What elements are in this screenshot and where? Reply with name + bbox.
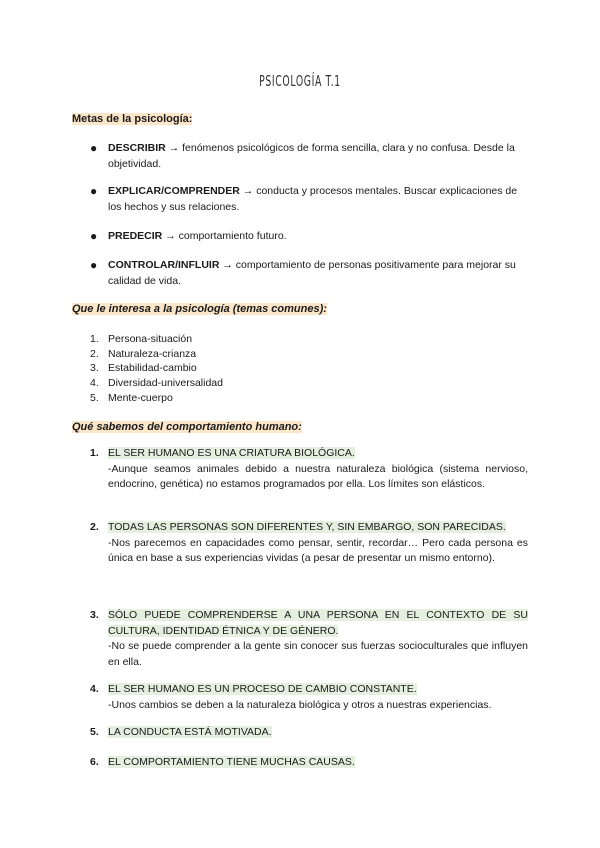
arrow-icon: → bbox=[168, 142, 180, 154]
goal-desc: comportamiento futuro. bbox=[178, 230, 287, 242]
fact-number: 3. bbox=[90, 609, 99, 621]
list-item bbox=[90, 361, 223, 376]
goal-term: DESCRIBIR bbox=[108, 142, 166, 154]
goal-text bbox=[108, 228, 530, 244]
fact-desc: -No se puede comprender a la gente sin conocer sus fuerzas socioculturales que influyen en ella. bbox=[108, 640, 528, 668]
list-number: 1. bbox=[90, 333, 99, 345]
fact-item bbox=[90, 682, 528, 713]
fact-number: 5. bbox=[90, 726, 99, 738]
fact-title: EL COMPORTAMIENTO TIENE MUCHAS CAUSAS. bbox=[108, 756, 355, 768]
fact-title: EL SER HUMANO ES UNA CRIATURA BIOLÓGICA. bbox=[108, 447, 355, 459]
fact-number: 2. bbox=[90, 521, 99, 533]
goal-item bbox=[90, 183, 530, 215]
list-text: Naturaleza-crianza bbox=[108, 347, 197, 360]
bullet-icon: ● bbox=[90, 184, 98, 198]
fact-item bbox=[90, 446, 528, 493]
section-heading-facts bbox=[72, 420, 302, 434]
bullet-icon: ● bbox=[90, 229, 98, 243]
goal-item bbox=[90, 140, 530, 172]
section-heading-goals bbox=[72, 112, 192, 126]
list-number: 4. bbox=[90, 377, 99, 390]
goal-desc: fenómenos psicológicos de forma sencilla, clara y no confusa. Desde la objetividad. bbox=[108, 142, 515, 170]
list-text: Diversidad-universalidad bbox=[108, 377, 223, 390]
goal-term: CONTROLAR/INFLUIR bbox=[108, 259, 220, 271]
goal-text bbox=[108, 257, 530, 289]
list-number: 3. bbox=[90, 362, 99, 375]
section-heading-text: Metas de la psicología: bbox=[72, 113, 193, 125]
fact-desc: -Aunque seamos animales debido a nuestra naturaleza biológica (sistema nervioso, endocrino, genética) no estamos programados por ella. Los límites son elásticos. bbox=[108, 462, 528, 490]
list-item bbox=[90, 391, 223, 406]
goal-text bbox=[108, 140, 530, 172]
goal-item bbox=[90, 257, 530, 289]
fact-item bbox=[90, 520, 528, 567]
bullet-icon: ● bbox=[90, 258, 98, 272]
list-number: 5. bbox=[90, 391, 99, 404]
goal-term: EXPLICAR/COMPRENDER bbox=[108, 185, 240, 197]
list-item bbox=[90, 332, 223, 347]
arrow-icon: → bbox=[165, 230, 176, 242]
fact-title: EL SER HUMANO ES UN PROCESO DE CAMBIO CONSTANTE. bbox=[108, 683, 417, 695]
goal-text bbox=[108, 183, 530, 215]
fact-desc: -Nos parecemos en capacidades como pensar, sentir, recordar… Pero cada persona es única en base a sus experiencias vividas (a pesar de presentar un mismo entorno). bbox=[108, 536, 528, 564]
list-text: Estabilidad-cambio bbox=[108, 362, 197, 375]
fact-item bbox=[90, 608, 528, 670]
fact-title: SÓLO PUEDE COMPRENDERSE A UNA PERSONA EN EL CONTEXTO DE SU CULTURA, IDENTIDAD ÉTNICA Y DE GÉNERO. bbox=[108, 609, 528, 637]
goal-desc: comportamiento de personas positivamente para mejorar su calidad de vida. bbox=[108, 259, 516, 287]
topics-list bbox=[90, 332, 223, 406]
section-heading-text: Que le interesa a la psicología (temas comunes): bbox=[72, 303, 327, 315]
fact-desc: -Unos cambios se deben a la naturaleza biológica y otros a nuestras experiencias. bbox=[108, 698, 492, 711]
page-title: PSICOLOGÍA T.1 bbox=[259, 72, 341, 90]
bullet-icon: ● bbox=[90, 141, 98, 155]
fact-number: 1. bbox=[90, 447, 99, 459]
fact-number: 6. bbox=[90, 756, 99, 768]
fact-item bbox=[90, 755, 528, 771]
goal-term: PREDECIR bbox=[108, 230, 163, 242]
list-item bbox=[90, 347, 223, 362]
list-number: 2. bbox=[90, 347, 99, 360]
fact-item bbox=[90, 725, 528, 741]
section-heading-text: Qué sabemos del comportamiento humano: bbox=[72, 421, 302, 433]
fact-title: LA CONDUCTA ESTÁ MOTIVADA. bbox=[108, 726, 272, 738]
list-text: Mente-cuerpo bbox=[108, 391, 173, 404]
section-heading-topics bbox=[72, 302, 327, 316]
list-item bbox=[90, 376, 223, 391]
fact-title: TODAS LAS PERSONAS SON DIFERENTES Y, SIN EMBARGO, SON PARECIDAS. bbox=[108, 521, 506, 533]
fact-number: 4. bbox=[90, 683, 99, 695]
goal-item bbox=[90, 228, 530, 244]
list-text: Persona-situación bbox=[108, 333, 193, 345]
arrow-icon: → bbox=[222, 259, 233, 271]
goal-desc: conducta y procesos mentales. Buscar explicaciones de los hechos y sus relaciones. bbox=[108, 185, 518, 213]
arrow-icon: → bbox=[242, 185, 254, 197]
